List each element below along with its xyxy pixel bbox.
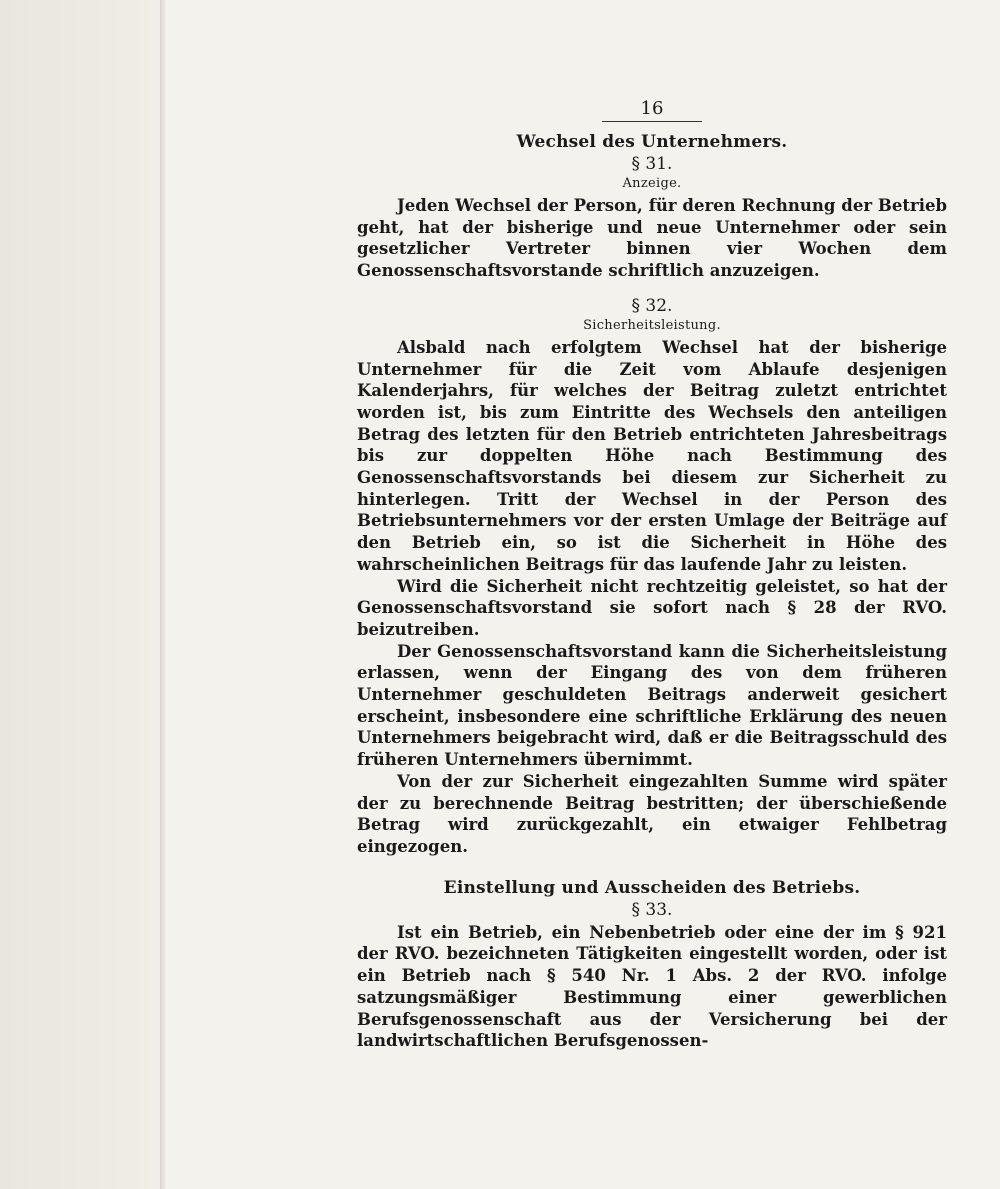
paragraph-31-text: Jeden Wechsel der Person, für deren Rechnung der Betrieb geht, hat der bisherige und neue Unternehmer oder sein gesetzlicher Vertreter binnen vier Wochen dem Genossenschaftsvorstande schriftlich anzuzeigen. xyxy=(357,196,947,281)
paragraph-32-text-1: Alsbald nach erfolgtem Wechsel hat der bisherige Unternehmer für die Zeit vom Ablaufe desjenigen Kalenderjahrs, für welches der Beitrag zuletzt entrichtet worden ist, bis zum Eintritte des Wechsels den anteiligen Betrag des letzten für den Betrieb entrichteten Jahresbeitrags bis zur doppelten Höhe nach Bestimmung des Genossenschaftsvorstands bei diesem zur Sicherheit zu hinterlegen. Tritt der Wechsel in der Person des Betriebsunternehmers vor der ersten Umlage der Beiträge auf den Betrieb ein, so ist die Sicherheit in Höhe des wahrscheinlichen Beitrags für das laufende Jahr zu leisten. xyxy=(357,337,947,574)
paragraph-32-text-4: Von der zur Sicherheit eingezahlten Summe wird später der zu berechnende Beitrag bestritten; der überschießende Betrag wird zurückgezahlt, ein etwaiger Fehlbetrag eingezogen. xyxy=(357,771,947,856)
paragraph-32-text-2: Wird die Sicherheit nicht rechtzeitig geleistet, so hat der Genossenschaftsvorstand sie sofort nach § 28 der RVO. beizutreiben. xyxy=(357,576,947,639)
facing-page-strip xyxy=(0,0,165,1189)
paragraph-33-text: Ist ein Betrieb, ein Nebenbetrieb oder eine der im § 921 der RVO. bezeichneten Tätigkeiten eingestellt worden, oder ist ein Betrieb nach § 540 Nr. 1 Abs. 2 der RVO. infolge satzungsmäßiger Bestimmung einer gewerblichen Berufsgenossenschaft aus der Versicherung bei der landwirtschaftlichen Berufsgenossen- xyxy=(357,922,947,1051)
page-gutter xyxy=(160,0,166,1189)
paragraph-32-text-3: Der Genossenschaftsvorstand kann die Sicherheitsleistung erlassen, wenn der Eingang des von dem früheren Unternehmer geschuldeten Beitrags anderweit gesichert erscheint, insbesondere eine schriftliche Erklärung des neuen Unternehmers beigebracht wird, daß er die Beitragsschuld des früheren Unternehmers übernimmt. xyxy=(357,641,947,770)
paragraph-number-32: § 32. xyxy=(631,295,673,316)
page-number-rule xyxy=(602,121,702,122)
page-number: 16 xyxy=(640,98,664,119)
paragraph-title-31: Anzeige. xyxy=(622,176,682,191)
paragraph-number-31: § 31. xyxy=(631,154,673,174)
paragraph-title-32: Sicherheitsleistung. xyxy=(583,317,721,333)
section-heading-wechsel: Wechsel des Unternehmers. xyxy=(516,132,788,152)
section-heading-einstellung: Einstellung und Ausscheiden des Betriebs. xyxy=(443,877,861,898)
paragraph-number-33: § 33. xyxy=(631,899,673,920)
text-column xyxy=(357,92,947,1052)
